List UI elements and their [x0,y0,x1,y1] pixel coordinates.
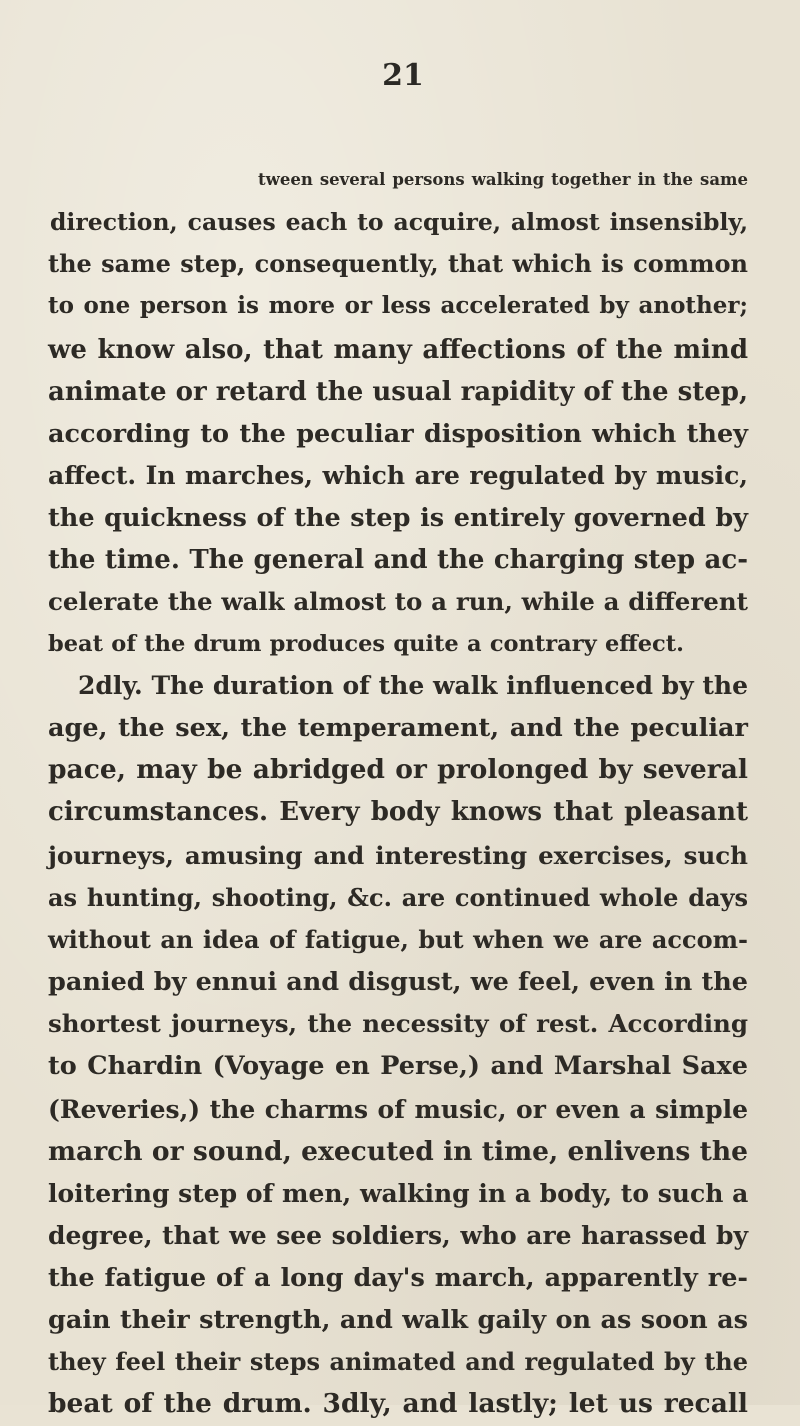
page-number: 21 [382,58,424,93]
text-line: celerate the walk almost to a run, while a different [48,587,748,616]
text-line: tween several persons walking together in the same [258,170,748,189]
text-line: gain their strength, and walk gaily on as soon as [48,1305,748,1335]
text-line: the time. The general and the charging step ac- [48,545,748,575]
text-line: as hunting, shooting, &c. are continued whole days [48,883,748,912]
text-line: they feel their steps animated and regulated by the [48,1347,748,1376]
text-line: beat of the drum. 3dly, and lastly; let us recall [48,1388,748,1419]
text-line: the fatigue of a long day's march, apparently re- [48,1263,748,1293]
text-line: panied by ennui and disgust, we feel, even in the [48,967,748,997]
text-line: age, the sex, the temperament, and the peculiar [48,713,748,743]
text-line: circumstances. Every body knows that pleasant [48,797,748,827]
text-line: loitering step of men, walking in a body, to such a [48,1179,749,1208]
text-line: to Chardin (Voyage en Perse,) and Marshal Saxe [48,1051,748,1081]
text-line: the quickness of the step is entirely governed by [48,503,748,533]
text-line: animate or retard the usual rapidity of the step, [48,377,748,407]
text-line: degree, that we see soldiers, who are harassed by [48,1221,748,1250]
text-line: without an idea of fatigue, but when we are accom- [48,925,748,954]
text-line: we know also, that many affections of the mind [48,335,748,365]
text-line: to one person is more or less accelerated by another; [48,292,748,319]
text-line: shortest journeys, the necessity of rest. According [48,1009,748,1038]
text-line: journeys, amusing and interesting exercises, such [48,841,748,870]
text-line: pace, may be abridged or prolonged by several [48,754,748,785]
text-line: the same step, consequently, that which is common [48,249,748,278]
text-line: (Reveries,) the charms of music, or even a simple [48,1095,748,1124]
text-line: beat of the drum produces quite a contrary effect. [48,631,684,657]
text-line: 2dly. The duration of the walk influenced by the [78,671,748,700]
text-line: direction, causes each to acquire, almost insensibly, [50,208,748,236]
text-line: according to the peculiar disposition which they [48,419,748,449]
text-line: affect. In marches, which are regulated by music, [48,461,748,490]
text-line: march or sound, executed in time, enlivens the [48,1136,748,1167]
